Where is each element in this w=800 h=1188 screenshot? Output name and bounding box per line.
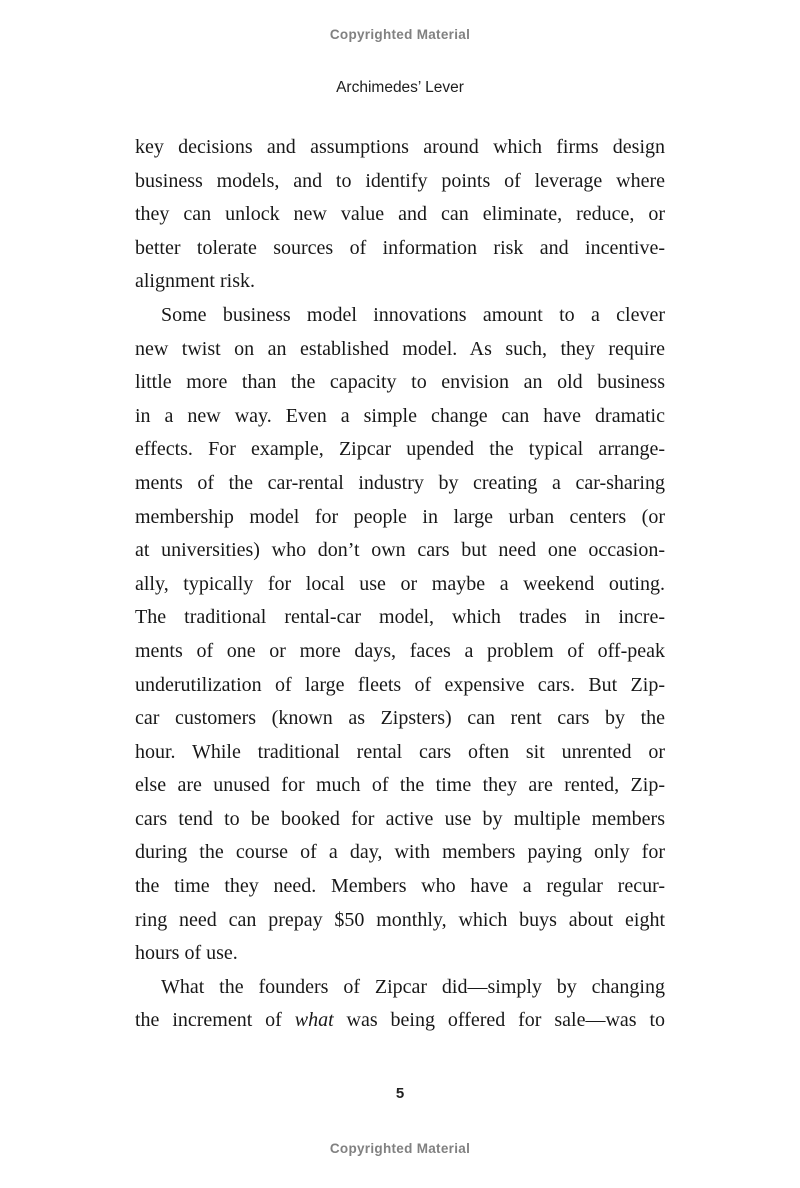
text-line: key decisions and assumptions around which firms design (135, 136, 665, 158)
text-line: the time they need. Members who have a regular recur- (135, 875, 665, 898)
paragraph (135, 971, 665, 1038)
text-line: alignment risk. (135, 270, 255, 293)
text-line: at universities) who don’t own cars but need one occasion- (135, 539, 665, 562)
text-line: ments of the car-rental industry by creating a car-sharing (135, 471, 665, 494)
text-line (135, 1004, 665, 1038)
italic-text: what (294, 1009, 334, 1032)
text-line: membership model for people in large urban centers (or (135, 505, 665, 528)
text-line: underutilization of large fleets of expensive cars. But Zip- (135, 673, 665, 696)
text-line: in a new way. Even a simple change can have dramatic (135, 404, 665, 427)
text-line: else are unused for much of the time they are rented, Zip- (135, 774, 665, 797)
text-line: cars tend to be booked for active use by multiple members (135, 807, 665, 830)
text-segment: was being offered for sale—was to (333, 1009, 666, 1032)
running-head: Archimedes’ Lever (336, 79, 464, 96)
page-number: 5 (395, 1085, 405, 1102)
page-body-text (135, 131, 665, 1038)
text-line: car customers (known as Zipsters) can rent cars by the (135, 707, 665, 730)
text-line: ally, typically for local use or maybe a weekend outing. (135, 572, 665, 595)
text-line: effects. For example, Zipcar upended the typical arrange- (135, 438, 665, 461)
text-line: Some business model innovations amount to a clever (161, 303, 665, 326)
text-line: hour. While traditional rental cars often sit unrented or (135, 740, 665, 763)
text-line: What the founders of Zipcar did—simply by changing (161, 975, 665, 998)
text-segment: the increment of (135, 1009, 295, 1032)
paragraph (135, 131, 665, 299)
text-line: little more than the capacity to envision an old business (135, 371, 665, 394)
text-line: business models, and to identify points of leverage where (135, 169, 665, 192)
copyright-notice-bottom: Copyrighted Material (329, 1141, 471, 1156)
text-line: ring need can prepay $50 monthly, which buys about eight (135, 908, 665, 931)
paragraph (135, 299, 665, 971)
text-line: hours of use. (135, 942, 238, 965)
text-line: during the course of a day, with members paying only for (135, 841, 665, 864)
text-line: new twist on an established model. As such, they require (135, 337, 665, 360)
text-line: The traditional rental-car model, which trades in incre- (135, 606, 665, 629)
text-line: better tolerate sources of information risk and incentive- (135, 236, 665, 259)
text-line: they can unlock new value and can eliminate, reduce, or (135, 203, 665, 226)
text-line: ments of one or more days, faces a problem of off-peak (135, 639, 665, 662)
copyright-notice-top: Copyrighted Material (329, 27, 471, 42)
